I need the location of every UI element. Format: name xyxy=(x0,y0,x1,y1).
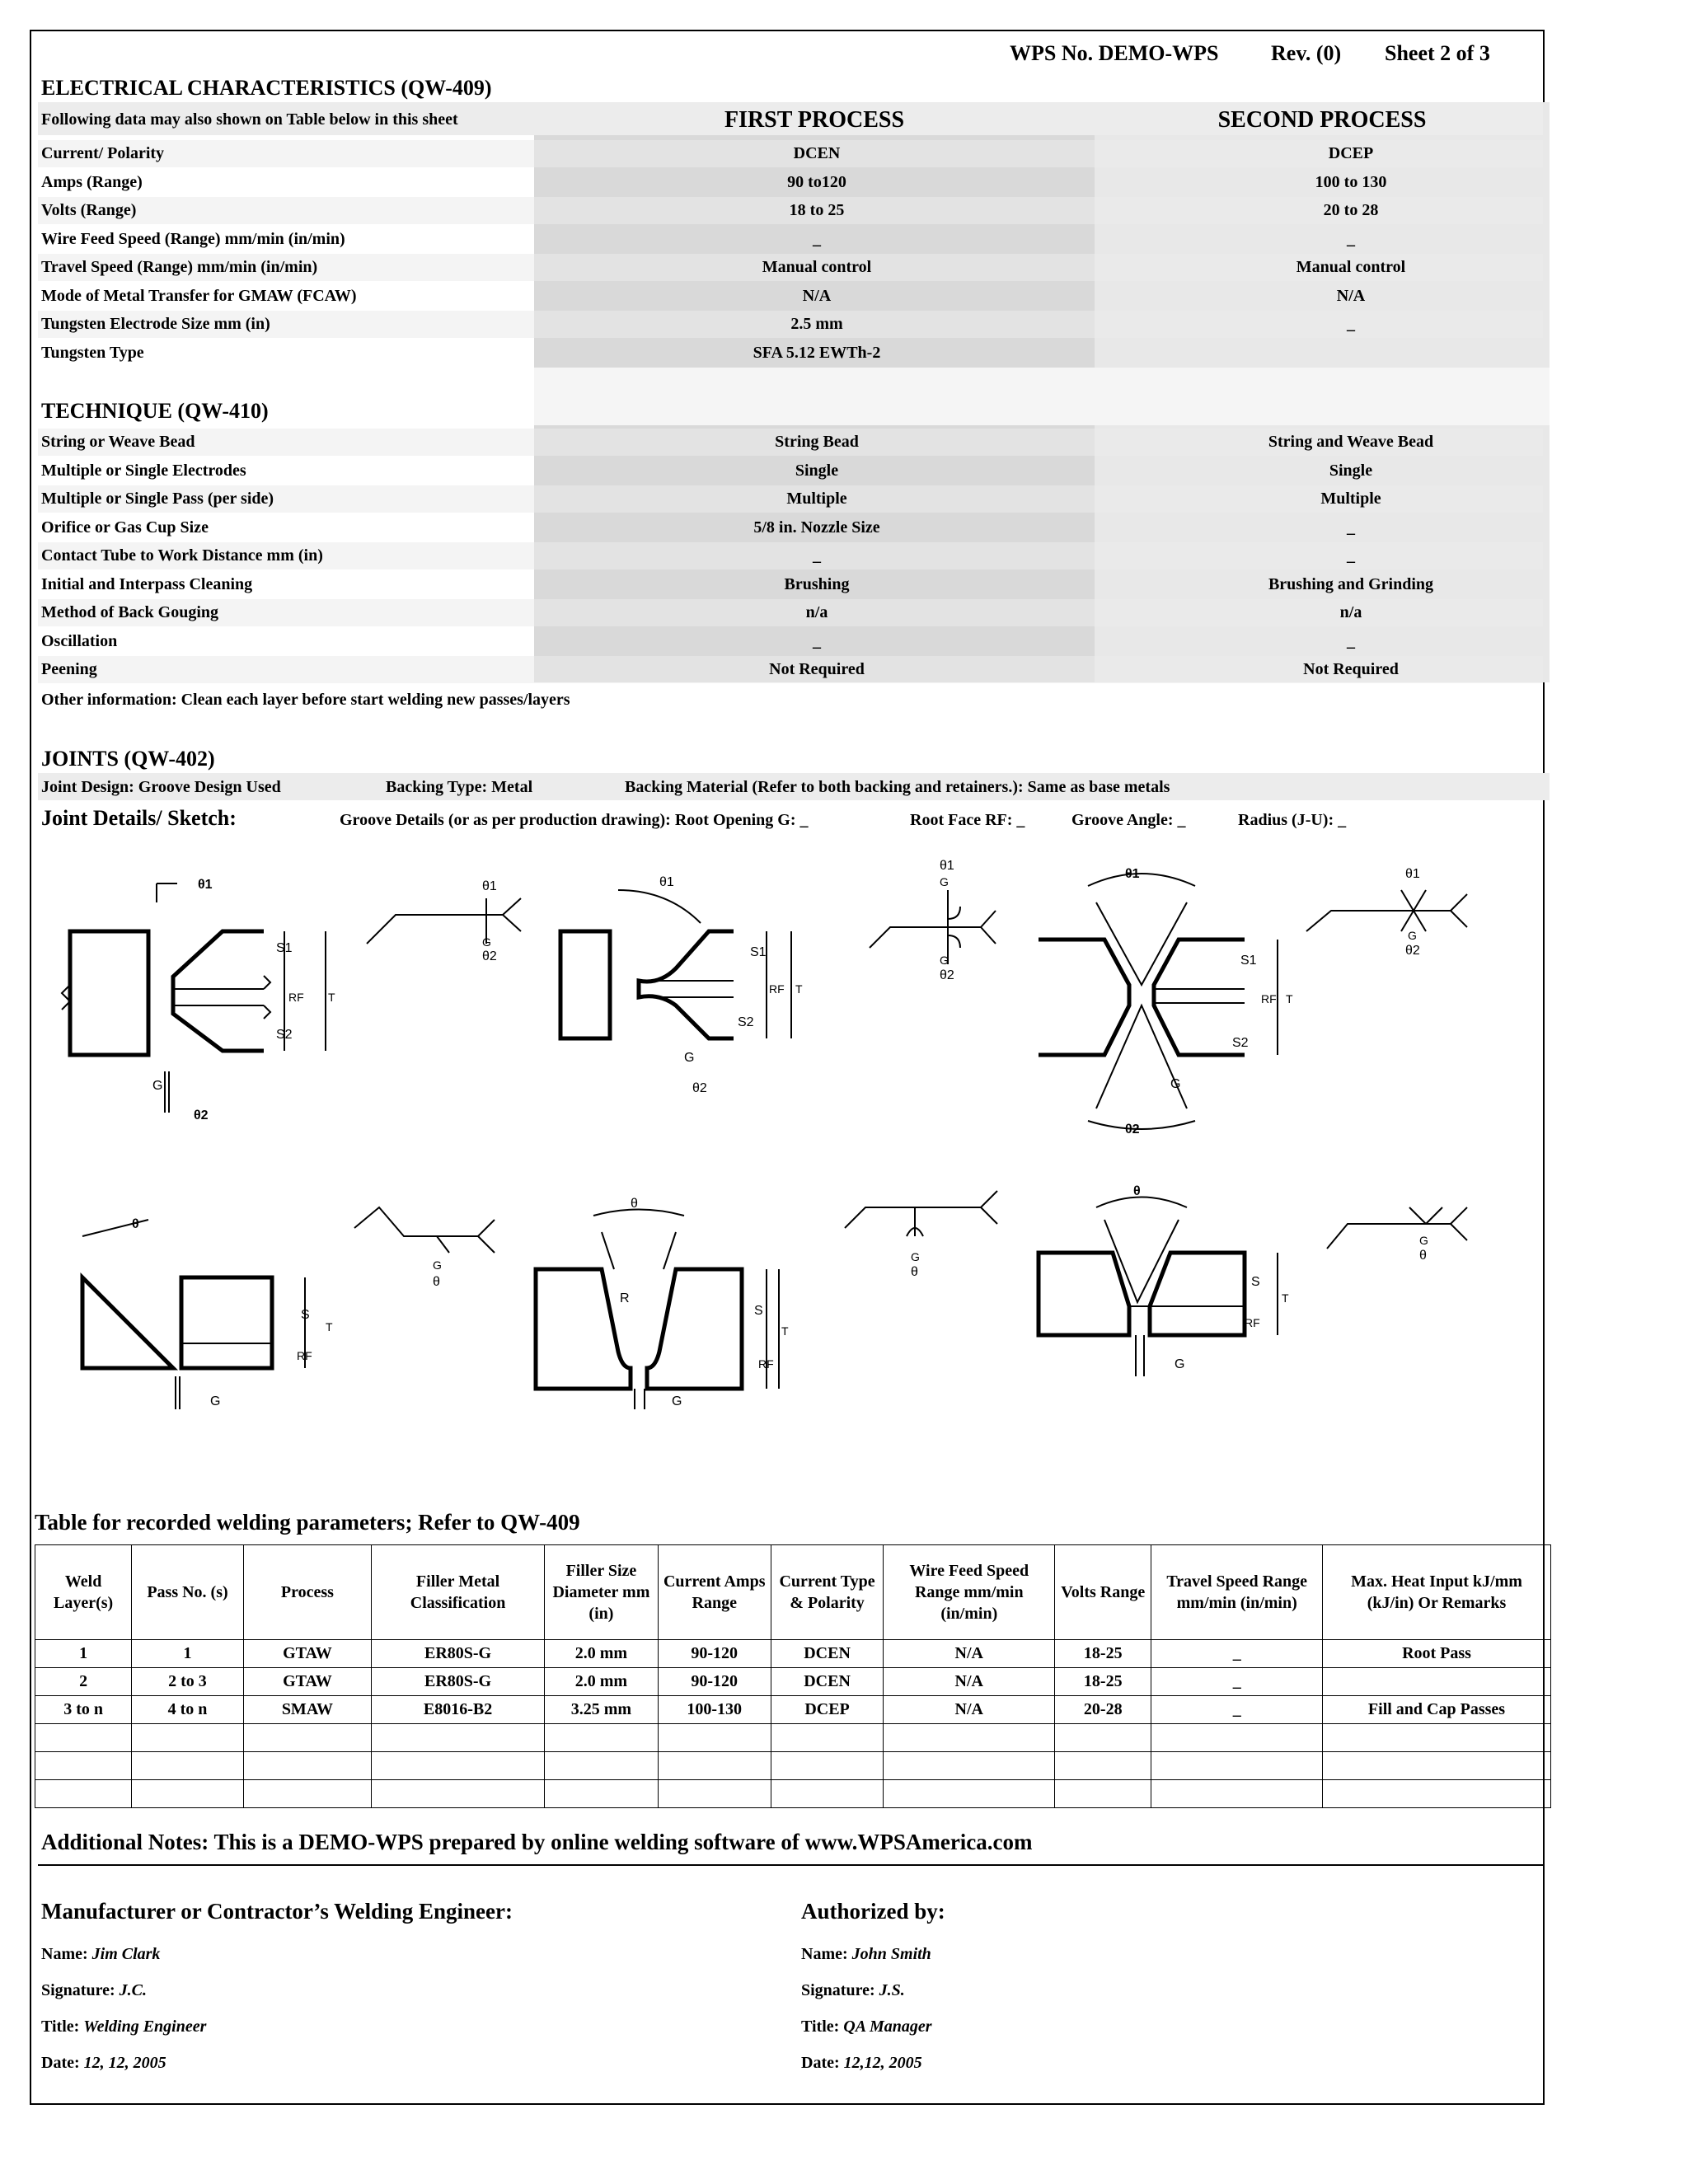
technique-second-process-value: _ xyxy=(1347,518,1355,537)
record-cell: 2 to 3 xyxy=(132,1668,244,1696)
record-cell xyxy=(1055,1752,1151,1780)
electrical-label: Wire Feed Speed (Range) mm/min (in/min) xyxy=(41,229,345,248)
electrical-second-process-value: _ xyxy=(1347,229,1355,248)
second-process-heading: SECOND PROCESS xyxy=(1217,107,1427,133)
symbol-5 xyxy=(845,1191,997,1279)
sheet-number: Sheet 2 of 3 xyxy=(1385,41,1490,65)
technique-first-process-value: _ xyxy=(813,546,821,565)
label-u-g: G xyxy=(672,1394,682,1408)
electrical-row xyxy=(38,197,1543,224)
label-bevel-g: G xyxy=(210,1394,221,1408)
electrical-first-process-value: N/A xyxy=(802,286,832,305)
technique-label: Oscillation xyxy=(41,631,118,650)
sketch-j-groove xyxy=(560,875,803,1095)
record-cell: E8016-B2 xyxy=(372,1696,545,1724)
electrical-label: Tungsten Electrode Size mm (in) xyxy=(41,315,270,333)
label-dv-s2: S2 xyxy=(1232,1036,1249,1050)
electrical-first-process-value: Manual control xyxy=(762,258,872,276)
groove-angle: Groove Angle: _ xyxy=(1071,811,1186,829)
authorized-heading: Authorized by: xyxy=(801,1899,945,1924)
electrical-row xyxy=(38,283,1543,310)
technique-label: Initial and Interpass Cleaning xyxy=(41,574,253,593)
label-u-theta: θ xyxy=(631,1197,638,1211)
sym4-g: G xyxy=(433,1258,442,1272)
electrical-first-process-value: _ xyxy=(813,229,821,248)
record-header-cell: Wire Feed Speed Range mm/min (in/min) xyxy=(884,1545,1055,1640)
label-theta2: θ2 xyxy=(194,1108,209,1122)
electrical-label: Travel Speed (Range) mm/min (in/min) xyxy=(41,258,318,276)
label-v-rf: RF xyxy=(1245,1316,1260,1329)
electrical-note: Following data may also shown on Table below in this sheet xyxy=(41,110,458,129)
label-j-rf: RF xyxy=(769,982,785,996)
authorized-signature: Signature: J.S. xyxy=(801,1981,905,1999)
record-cell: GTAW xyxy=(243,1640,371,1668)
record-cell xyxy=(545,1724,659,1752)
record-cell xyxy=(658,1752,771,1780)
technique-row xyxy=(38,514,1543,541)
record-header-cell: Weld Layer(s) xyxy=(35,1545,132,1640)
label-s1: S1 xyxy=(276,941,293,955)
sym5-theta: θ xyxy=(911,1265,918,1279)
record-header-cell: Process xyxy=(243,1545,371,1640)
record-cell xyxy=(372,1752,545,1780)
label-dv-theta2: θ2 xyxy=(1125,1122,1140,1137)
record-cell xyxy=(243,1724,371,1752)
authorized-title: Title: QA Manager xyxy=(801,2018,932,2036)
sym-g: G xyxy=(482,935,491,949)
label-rf: RF xyxy=(288,991,304,1004)
record-cell: ER80S-G xyxy=(372,1640,545,1668)
electrical-first-process-value: SFA 5.12 EWTh-2 xyxy=(753,343,881,362)
backing-type: Backing Type: Metal xyxy=(386,778,533,796)
label-u-s: S xyxy=(754,1304,763,1318)
record-cell xyxy=(1055,1780,1151,1808)
electrical-second-process-value: 20 to 28 xyxy=(1323,201,1379,219)
symbol-1 xyxy=(367,879,521,963)
sketch-single-v xyxy=(1039,1184,1289,1376)
electrical-row xyxy=(38,311,1543,338)
record-cell xyxy=(1323,1752,1551,1780)
engineer-name: Name: Jim Clark xyxy=(41,1945,161,1963)
technique-first-process-value: Single xyxy=(795,461,839,480)
electrical-first-process-value: 2.5 mm xyxy=(790,315,843,333)
electrical-second-process-value: 100 to 130 xyxy=(1315,172,1387,191)
table-row xyxy=(35,1696,1551,1724)
record-cell: Root Pass xyxy=(1323,1640,1551,1668)
label-u-r: R xyxy=(620,1291,630,1305)
electrical-label: Amps (Range) xyxy=(41,172,143,191)
revision: Rev. (0) xyxy=(1271,41,1342,65)
label-bevel-theta: θ xyxy=(132,1217,139,1231)
record-cell: DCEN xyxy=(771,1640,884,1668)
label-dv-rf: RF xyxy=(1261,992,1277,1005)
record-cell xyxy=(1151,1780,1323,1808)
symbol-4 xyxy=(354,1207,495,1289)
electrical-second-process-value: Manual control xyxy=(1296,258,1406,276)
technique-label: Peening xyxy=(41,660,97,678)
label-dv-theta1: θ1 xyxy=(1125,867,1140,881)
electrical-row xyxy=(38,340,1543,367)
label-bevel-rf: RF xyxy=(297,1349,312,1362)
record-cell xyxy=(545,1780,659,1808)
record-cell xyxy=(658,1780,771,1808)
label-j-g: G xyxy=(684,1051,695,1065)
technique-first-process-value: _ xyxy=(813,631,821,650)
record-cell: N/A xyxy=(884,1696,1055,1724)
notes-divider xyxy=(38,1864,1545,1866)
sym-theta1: θ1 xyxy=(482,879,497,893)
technique-first-process-value: 5/8 in. Nozzle Size xyxy=(753,518,880,537)
sym6-theta: θ xyxy=(1419,1249,1427,1263)
joint-details-label: Joint Details/ Sketch: xyxy=(41,806,237,830)
record-cell xyxy=(884,1780,1055,1808)
record-cell xyxy=(1055,1724,1151,1752)
sketch-double-v-2 xyxy=(1039,867,1293,1137)
record-cell xyxy=(884,1752,1055,1780)
technique-first-process-value: n/a xyxy=(805,603,828,621)
joint-design: Joint Design: Groove Design Used xyxy=(41,778,281,796)
record-cell: _ xyxy=(1151,1640,1323,1668)
authorized-name: Name: John Smith xyxy=(801,1945,931,1963)
electrical-row xyxy=(38,226,1543,253)
label-v-theta: θ xyxy=(1133,1184,1141,1198)
record-header-cell: Filler Size Diameter mm (in) xyxy=(545,1545,659,1640)
technique-row xyxy=(38,542,1543,569)
record-cell xyxy=(132,1780,244,1808)
record-cell xyxy=(1323,1780,1551,1808)
label-v-s: S xyxy=(1251,1275,1260,1289)
symbol-3 xyxy=(1306,867,1467,958)
record-cell xyxy=(1151,1724,1323,1752)
label-j-theta2: θ2 xyxy=(692,1081,707,1095)
record-cell: N/A xyxy=(884,1640,1055,1668)
record-header-cell: Max. Heat Input kJ/mm (kJ/in) Or Remarks xyxy=(1323,1545,1551,1640)
record-cell: 2 xyxy=(35,1668,132,1696)
record-cell: 18-25 xyxy=(1055,1640,1151,1668)
record-cell: SMAW xyxy=(243,1696,371,1724)
technique-first-process-value: String Bead xyxy=(775,433,859,451)
electrical-row xyxy=(38,169,1543,196)
electrical-row xyxy=(38,254,1543,281)
label-dv-g: G xyxy=(1170,1077,1181,1091)
label-u-rf: RF xyxy=(758,1357,774,1371)
additional-notes: Additional Notes: This is a DEMO-WPS prepared by online welding software of www.WPSAmerica.com xyxy=(41,1830,1033,1854)
record-cell: 100-130 xyxy=(658,1696,771,1724)
record-cell xyxy=(545,1752,659,1780)
record-cell xyxy=(132,1752,244,1780)
sym2-theta1: θ1 xyxy=(940,859,954,873)
technique-second-process-value: _ xyxy=(1347,546,1355,565)
sym6-g: G xyxy=(1419,1234,1428,1247)
label-theta1: θ1 xyxy=(198,878,213,892)
label-j-s2: S2 xyxy=(738,1015,754,1029)
technique-label: String or Weave Bead xyxy=(41,433,195,451)
electrical-label: Tungsten Type xyxy=(41,343,144,362)
record-cell xyxy=(1151,1752,1323,1780)
table-row xyxy=(35,1752,1551,1780)
engineer-date: Date: 12, 12, 2005 xyxy=(41,2054,166,2072)
label-v-t: T xyxy=(1282,1291,1289,1305)
label-j-theta1: θ1 xyxy=(659,875,674,889)
record-header-cell: Volts Range xyxy=(1055,1545,1151,1640)
record-header-cell: Current Amps Range xyxy=(658,1545,771,1640)
electrical-row xyxy=(38,140,1543,167)
label-bevel-s: S xyxy=(301,1308,310,1322)
record-cell xyxy=(35,1724,132,1752)
label-dv-t: T xyxy=(1286,992,1293,1005)
sym3-theta1: θ1 xyxy=(1405,867,1420,881)
engineer-heading: Manufacturer or Contractor’s Welding Engineer: xyxy=(41,1899,513,1924)
technique-first-process-value: Multiple xyxy=(786,490,847,508)
sketch-u-groove xyxy=(536,1197,789,1409)
record-table-header xyxy=(35,1545,1551,1640)
joints-title: JOINTS (QW-402) xyxy=(41,747,215,771)
record-cell: 3 to n xyxy=(35,1696,132,1724)
electrical-second-process-value: N/A xyxy=(1336,286,1366,305)
technique-second-process-value: _ xyxy=(1347,631,1355,650)
sym2-theta2: θ2 xyxy=(940,968,954,982)
record-header-cell: Travel Speed Range mm/min (in/min) xyxy=(1151,1545,1323,1640)
record-cell: GTAW xyxy=(243,1668,371,1696)
record-cell: N/A xyxy=(884,1668,1055,1696)
record-cell: 3.25 mm xyxy=(545,1696,659,1724)
electrical-label: Mode of Metal Transfer for GMAW (FCAW) xyxy=(41,286,357,305)
technique-second-process-value: Multiple xyxy=(1320,490,1381,508)
electrical-second-process-value: DCEP xyxy=(1328,144,1374,162)
record-cell xyxy=(132,1724,244,1752)
record-cell xyxy=(884,1724,1055,1752)
label-j-t: T xyxy=(795,982,803,996)
electrical-second-process-value: _ xyxy=(1347,315,1355,333)
label-g: G xyxy=(152,1079,163,1093)
engineer-title: Title: Welding Engineer xyxy=(41,2018,207,2036)
technique-label: Contact Tube to Work Distance mm (in) xyxy=(41,546,323,565)
electrical-label: Current/ Polarity xyxy=(41,144,165,162)
sketch-single-bevel xyxy=(82,1217,333,1409)
authorized-date: Date: 12,12, 2005 xyxy=(801,2054,922,2072)
technique-row xyxy=(38,457,1543,485)
record-cell xyxy=(1323,1724,1551,1752)
record-cell: 90-120 xyxy=(658,1640,771,1668)
technique-label: Multiple or Single Pass (per side) xyxy=(41,490,274,508)
record-cell: _ xyxy=(1151,1696,1323,1724)
record-cell xyxy=(372,1780,545,1808)
technique-label: Orifice or Gas Cup Size xyxy=(41,518,209,537)
technique-second-process-value: Brushing and Grinding xyxy=(1268,574,1434,593)
electrical-label: Volts (Range) xyxy=(41,201,137,219)
label-s2: S2 xyxy=(276,1028,293,1042)
record-header-cell: Current Type & Polarity xyxy=(771,1545,884,1640)
record-cell: DCEP xyxy=(771,1696,884,1724)
technique-row xyxy=(38,571,1543,598)
sym5-g: G xyxy=(911,1250,920,1263)
technique-title: TECHNIQUE (QW-410) xyxy=(41,399,269,423)
sym3-theta2: θ2 xyxy=(1405,944,1420,958)
record-table xyxy=(35,1544,1551,1808)
record-cell xyxy=(658,1724,771,1752)
label-v-g: G xyxy=(1175,1357,1185,1371)
label-j-s1: S1 xyxy=(750,945,767,959)
record-cell: ER80S-G xyxy=(372,1668,545,1696)
record-cell xyxy=(771,1780,884,1808)
electrical-first-process-value: DCEN xyxy=(793,144,841,162)
record-header-cell: Filler Metal Classification xyxy=(372,1545,545,1640)
record-cell: 20-28 xyxy=(1055,1696,1151,1724)
technique-second-process-value: n/a xyxy=(1339,603,1362,621)
record-cell: 18-25 xyxy=(1055,1668,1151,1696)
technique-second-process-value: Not Required xyxy=(1303,660,1399,678)
record-cell xyxy=(771,1752,884,1780)
electrical-first-process-value: 90 to120 xyxy=(787,172,846,191)
label-t: T xyxy=(328,991,335,1004)
label-dv-s1: S1 xyxy=(1240,954,1257,968)
record-cell: _ xyxy=(1151,1668,1323,1696)
record-cell: 1 xyxy=(132,1640,244,1668)
groove-radius: Radius (J-U): _ xyxy=(1238,811,1347,829)
engineer-signature: Signature: J.C. xyxy=(41,1981,147,1999)
technique-row xyxy=(38,599,1543,626)
sym4-theta: θ xyxy=(433,1275,440,1289)
record-table-body xyxy=(35,1640,1551,1808)
record-cell xyxy=(35,1780,132,1808)
first-process-heading: FIRST PROCESS xyxy=(724,107,905,133)
record-cell xyxy=(243,1780,371,1808)
technique-row xyxy=(38,429,1543,456)
table-row xyxy=(35,1668,1551,1696)
sketch-double-v-1 xyxy=(62,878,335,1122)
record-cell: 4 to n xyxy=(132,1696,244,1724)
label-u-t: T xyxy=(781,1324,789,1338)
electrical-first-process-value: 18 to 25 xyxy=(789,201,845,219)
technique-second-process-value: Single xyxy=(1329,461,1373,480)
backing-material: Backing Material (Refer to both backing and retainers.): Same as base metals xyxy=(625,778,1170,796)
technique-row xyxy=(38,485,1543,513)
sym2-g: G xyxy=(940,875,949,888)
record-cell xyxy=(771,1724,884,1752)
wps-number: WPS No. DEMO-WPS xyxy=(1010,41,1219,65)
sym3-g: G xyxy=(1408,929,1417,942)
record-cell: 1 xyxy=(35,1640,132,1668)
record-header-cell: Pass No. (s) xyxy=(132,1545,244,1640)
technique-row xyxy=(38,628,1543,655)
sym2-g2: G xyxy=(940,954,949,967)
root-face: Root Face RF: _ xyxy=(910,811,1025,829)
record-cell: Fill and Cap Passes xyxy=(1323,1696,1551,1724)
technique-label: Multiple or Single Electrodes xyxy=(41,461,246,480)
symbol-2 xyxy=(870,859,996,982)
label-bevel-t: T xyxy=(326,1320,333,1333)
record-cell xyxy=(243,1752,371,1780)
table-row xyxy=(35,1640,1551,1668)
joint-sketches xyxy=(33,841,1550,1418)
record-cell: 2.0 mm xyxy=(545,1668,659,1696)
technique-second-process-value: String and Weave Bead xyxy=(1268,433,1434,451)
groove-details: Groove Details (or as per production drawing): Root Opening G: _ xyxy=(340,811,809,829)
technique-other-info: Other information: Clean each layer before start welding new passes/layers xyxy=(41,691,570,709)
electrical-title: ELECTRICAL CHARACTERISTICS (QW-409) xyxy=(41,76,492,100)
record-cell: 2.0 mm xyxy=(545,1640,659,1668)
symbol-6 xyxy=(1327,1207,1467,1263)
technique-first-process-value: Brushing xyxy=(784,574,850,593)
record-cell: 90-120 xyxy=(658,1668,771,1696)
record-cell: DCEN xyxy=(771,1668,884,1696)
technique-row xyxy=(38,656,1543,683)
record-table-title: Table for recorded welding parameters; Refer to QW-409 xyxy=(35,1510,580,1535)
table-row xyxy=(35,1724,1551,1752)
record-cell xyxy=(1323,1668,1551,1696)
technique-first-process-value: Not Required xyxy=(769,660,865,678)
sym-theta2: θ2 xyxy=(482,949,497,963)
record-cell xyxy=(372,1724,545,1752)
table-row xyxy=(35,1780,1551,1808)
technique-label: Method of Back Gouging xyxy=(41,603,219,621)
spacer-band xyxy=(534,368,1550,425)
record-cell xyxy=(35,1752,132,1780)
